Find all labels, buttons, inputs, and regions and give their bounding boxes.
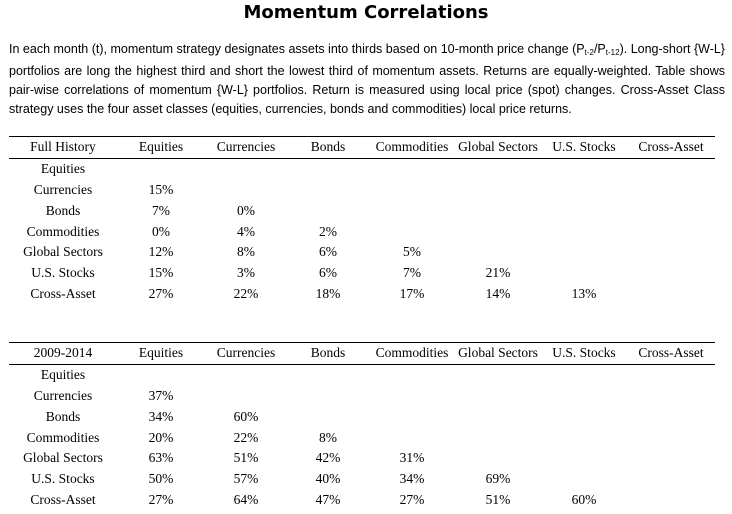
- correlation-cell: [455, 180, 541, 201]
- table-row: [9, 263, 715, 284]
- table-header-row: [9, 137, 715, 159]
- table-row: [9, 427, 715, 448]
- column-header: Global Sectors: [455, 137, 541, 159]
- correlation-cell: [287, 200, 369, 221]
- correlation-cell: [369, 180, 455, 201]
- correlation-cell: [541, 158, 627, 179]
- correlation-cell: [541, 406, 627, 427]
- correlation-cell: [541, 427, 627, 448]
- description-text-3: ). Long-short {W-L} portfolios are long the highest third and short the lowest third of momentum assets. Returns are equally-weighted. Table shows pair-wise correlations of momentum {W-L} portfolios. Return is measured using local price (spot) changes. Cross-Asset Class strategy uses the four asset classes (equities, currencies, bonds and commodities) local price returns.: [9, 42, 725, 116]
- correlation-cell: [455, 386, 541, 407]
- table-row: [9, 490, 715, 511]
- correlation-cell: [369, 386, 455, 407]
- table-row: [9, 469, 715, 490]
- table-row: [9, 284, 715, 305]
- correlation-cell: [541, 469, 627, 490]
- correlation-cell: 13%: [571, 285, 597, 301]
- correlation-cell: [541, 263, 627, 284]
- correlation-cell: 63%: [148, 450, 174, 466]
- correlation-cell: [369, 364, 455, 385]
- row-label: Commodities: [26, 223, 100, 239]
- table-row: [9, 364, 715, 385]
- correlation-cell: 6%: [319, 265, 337, 281]
- correlation-cell: [455, 242, 541, 263]
- period-label: 2009-2014: [9, 343, 117, 365]
- correlation-cell: 34%: [399, 471, 425, 487]
- column-header: Commodities: [369, 137, 455, 159]
- column-header: Bonds: [287, 137, 369, 159]
- correlation-cell: 14%: [485, 285, 511, 301]
- correlation-cell: [205, 386, 287, 407]
- correlation-cell: [627, 427, 715, 448]
- row-label: U.S. Stocks: [31, 265, 95, 281]
- table-row: [9, 200, 715, 221]
- row-label: Global Sectors: [23, 450, 103, 466]
- correlation-cell: 27%: [148, 285, 174, 301]
- correlation-cell: [627, 200, 715, 221]
- correlation-cell: 51%: [485, 491, 511, 507]
- row-label: U.S. Stocks: [31, 471, 95, 487]
- column-header: Cross-Asset: [627, 343, 715, 365]
- column-header: Commodities: [369, 343, 455, 365]
- correlation-cell: 7%: [152, 202, 170, 218]
- correlation-cell: 40%: [315, 471, 341, 487]
- period-label: Full History: [9, 137, 117, 159]
- correlation-cell: 15%: [148, 181, 174, 197]
- table-row: [9, 386, 715, 407]
- correlation-cell: [627, 158, 715, 179]
- correlation-cell: [369, 221, 455, 242]
- correlation-cell: [117, 364, 205, 385]
- row-label: Global Sectors: [23, 244, 103, 260]
- correlation-table-2009-2014: [9, 342, 715, 510]
- row-label: Equities: [40, 367, 86, 383]
- correlation-cell: [541, 221, 627, 242]
- column-header: Equities: [117, 137, 205, 159]
- correlation-cell: 8%: [237, 244, 255, 260]
- correlation-cell: [455, 200, 541, 221]
- correlation-cell: [627, 284, 715, 305]
- correlation-cell: 7%: [403, 265, 421, 281]
- correlation-cell: 31%: [399, 450, 425, 466]
- row-label: Cross-Asset: [30, 285, 96, 301]
- correlation-cell: [369, 427, 455, 448]
- column-header: U.S. Stocks: [541, 137, 627, 159]
- row-label: Commodities: [26, 429, 100, 445]
- correlation-cell: 27%: [148, 491, 174, 507]
- correlation-cell: 50%: [148, 471, 174, 487]
- correlation-cell: [287, 180, 369, 201]
- correlation-cell: 27%: [399, 491, 425, 507]
- correlation-cell: 20%: [148, 429, 174, 445]
- row-label: Bonds: [45, 408, 81, 424]
- correlation-cell: [287, 386, 369, 407]
- correlation-cell: 47%: [315, 491, 341, 507]
- correlation-cell: [455, 406, 541, 427]
- correlation-cell: 17%: [399, 285, 425, 301]
- correlation-cell: [627, 386, 715, 407]
- description-paragraph: [9, 40, 725, 119]
- correlation-cell: [541, 200, 627, 221]
- correlation-cell: [627, 180, 715, 201]
- row-label: Equities: [40, 161, 86, 177]
- correlation-cell: 60%: [571, 491, 597, 507]
- correlation-cell: [117, 158, 205, 179]
- table-row: [9, 180, 715, 201]
- row-label: Cross-Asset: [30, 491, 96, 507]
- correlation-cell: 12%: [148, 244, 174, 260]
- correlation-cell: 37%: [148, 387, 174, 403]
- correlation-cell: [627, 469, 715, 490]
- correlation-cell: [541, 364, 627, 385]
- table-row: [9, 242, 715, 263]
- correlation-cell: [627, 364, 715, 385]
- page-title: Momentum Correlations: [243, 2, 489, 23]
- correlation-cell: 22%: [233, 429, 259, 445]
- correlation-cell: 2%: [319, 223, 337, 239]
- correlation-cell: 51%: [233, 450, 259, 466]
- correlation-cell: 15%: [148, 265, 174, 281]
- correlation-cell: [369, 200, 455, 221]
- correlation-cell: [541, 180, 627, 201]
- correlation-cell: [627, 221, 715, 242]
- description-subscript-2: t-12: [605, 48, 620, 57]
- description-text-2: /P: [593, 42, 606, 56]
- column-header: Cross-Asset: [627, 137, 715, 159]
- correlation-cell: [455, 221, 541, 242]
- correlation-cell: [627, 242, 715, 263]
- correlation-cell: 69%: [485, 471, 511, 487]
- correlation-cell: [541, 242, 627, 263]
- table-row: [9, 221, 715, 242]
- description-text-1: In each month (t), momentum strategy designates assets into thirds based on 10-month price change (P: [9, 42, 585, 56]
- correlation-cell: 4%: [237, 223, 255, 239]
- correlation-cell: [455, 448, 541, 469]
- correlation-cell: 21%: [485, 265, 511, 281]
- correlation-cell: [205, 364, 287, 385]
- correlation-cell: 22%: [233, 285, 259, 301]
- correlation-cell: [287, 364, 369, 385]
- correlation-cell: 0%: [152, 223, 170, 239]
- description-subscript-1: t-2: [584, 48, 594, 57]
- correlation-cell: [369, 406, 455, 427]
- column-header: Equities: [117, 343, 205, 365]
- column-header: U.S. Stocks: [541, 343, 627, 365]
- correlation-cell: 6%: [319, 244, 337, 260]
- correlation-cell: 18%: [315, 285, 341, 301]
- correlation-table-full-history: [9, 136, 715, 304]
- correlation-cell: [455, 158, 541, 179]
- column-header: Currencies: [205, 137, 287, 159]
- table-row: [9, 158, 715, 179]
- column-header: Global Sectors: [455, 343, 541, 365]
- table-row: [9, 406, 715, 427]
- correlation-cell: [287, 406, 369, 427]
- row-label: Bonds: [45, 202, 81, 218]
- correlation-cell: [369, 158, 455, 179]
- correlation-cell: 3%: [237, 265, 255, 281]
- column-header: Currencies: [205, 343, 287, 365]
- correlation-cell: [205, 180, 287, 201]
- correlation-cell: 0%: [237, 202, 255, 218]
- correlation-cell: 34%: [148, 408, 174, 424]
- row-label: Currencies: [33, 181, 93, 197]
- correlation-cell: 5%: [403, 244, 421, 260]
- correlation-cell: 64%: [233, 491, 259, 507]
- correlation-cell: 60%: [233, 408, 259, 424]
- correlation-cell: [541, 386, 627, 407]
- correlation-cell: 57%: [233, 471, 259, 487]
- correlation-cell: [541, 448, 627, 469]
- correlation-cell: [287, 158, 369, 179]
- correlation-cell: [627, 448, 715, 469]
- correlation-cell: 8%: [319, 429, 337, 445]
- correlation-cell: [455, 427, 541, 448]
- column-header: Bonds: [287, 343, 369, 365]
- correlation-cell: [627, 406, 715, 427]
- correlation-cell: [627, 490, 715, 511]
- table-header-row: [9, 343, 715, 365]
- row-label: Currencies: [33, 387, 93, 403]
- table-row: [9, 448, 715, 469]
- correlation-cell: [205, 158, 287, 179]
- correlation-cell: [455, 364, 541, 385]
- correlation-cell: [627, 263, 715, 284]
- correlation-cell: 42%: [315, 450, 341, 466]
